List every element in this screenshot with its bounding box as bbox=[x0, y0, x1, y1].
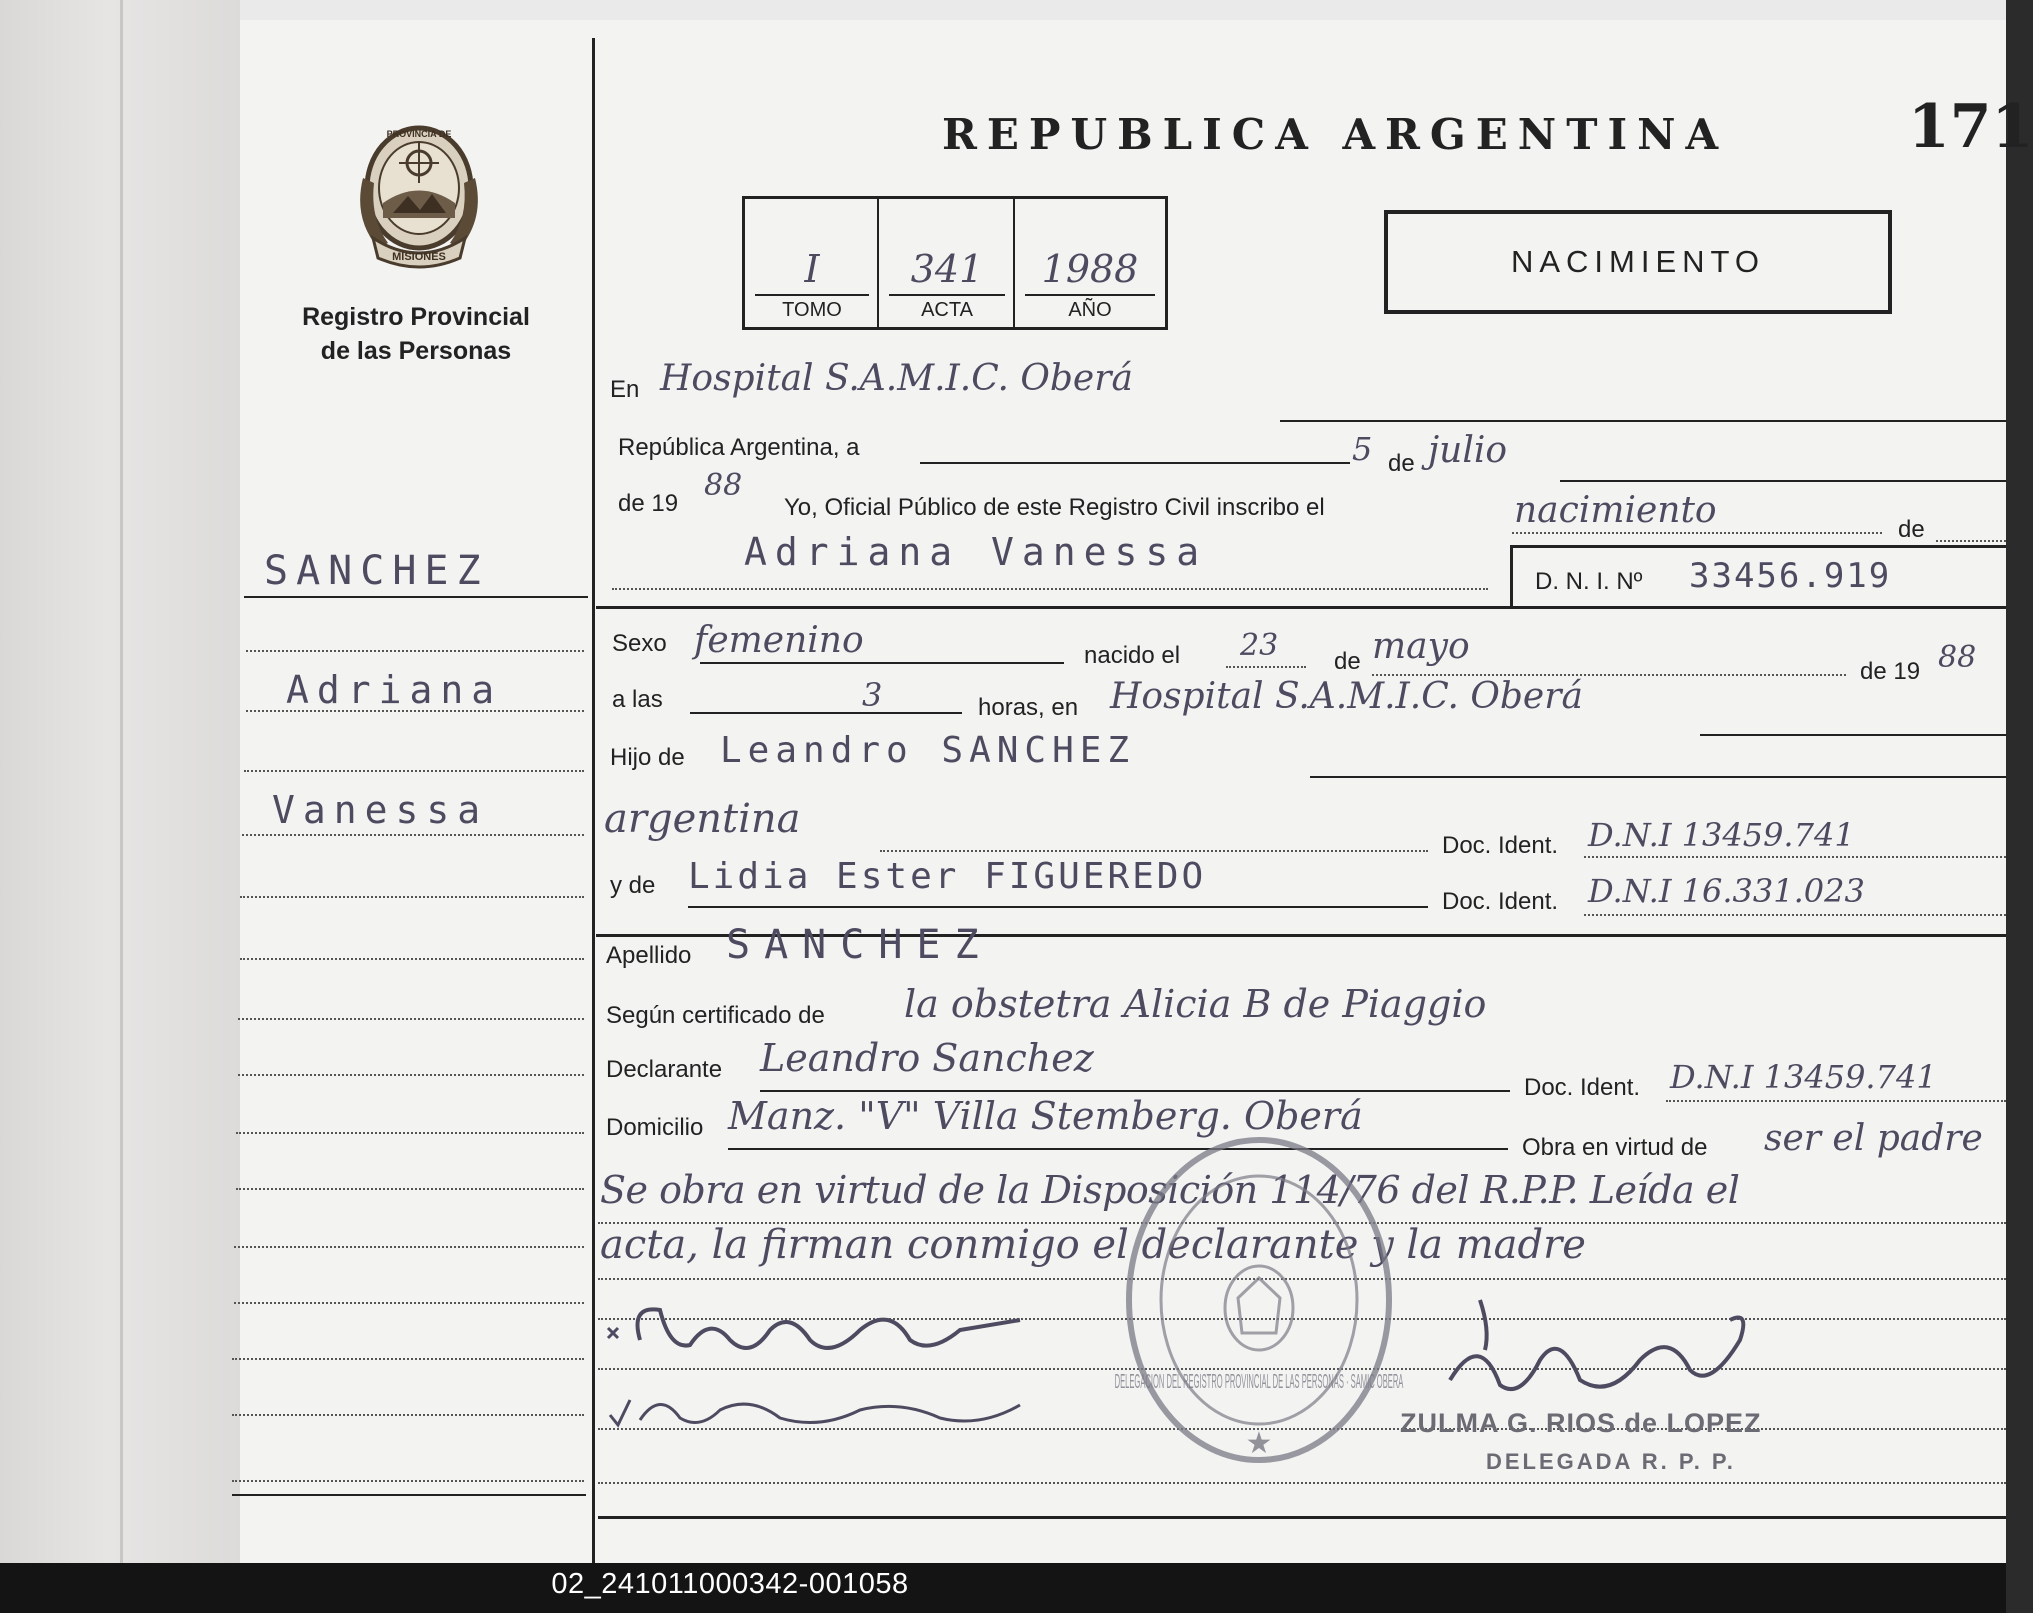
birth-month-value: mayo bbox=[1372, 626, 1470, 667]
index-second-name: Vanessa bbox=[272, 788, 489, 832]
dni-value: 33456.919 bbox=[1689, 556, 1892, 596]
de-label-2: de bbox=[1898, 516, 1925, 543]
tomo-cell bbox=[745, 199, 879, 327]
index-dotted-line bbox=[232, 1358, 584, 1360]
statement-text: Yo, Oficial Público de este Registro Civil inscribo el bbox=[784, 494, 1325, 521]
file-id-caption: 02_241011000342-001058 bbox=[551, 1568, 909, 1600]
declarante-doc-value: D.N.I 13459.741 bbox=[1670, 1058, 1937, 1096]
country-title: REPUBLICA ARGENTINA bbox=[942, 110, 1729, 159]
place-value: Hospital S.A.M.I.C. Oberá bbox=[660, 358, 1133, 399]
official-name: ZULMA G. RIOS de LOPEZ bbox=[1400, 1408, 1762, 1438]
de-label-3: de bbox=[1334, 648, 1361, 675]
obra-label: Obra en virtud de bbox=[1522, 1134, 1708, 1161]
fill-line bbox=[1310, 776, 2006, 778]
fill-line bbox=[598, 1482, 2006, 1484]
binding-fold bbox=[120, 0, 123, 1563]
mother-doc-value: D.N.I 16.331.023 bbox=[1588, 872, 1865, 910]
column-divider bbox=[592, 38, 595, 1563]
registration-box bbox=[742, 196, 1168, 330]
certificate-by-value: la obstetra Alicia B de Piaggio bbox=[904, 982, 1487, 1026]
anio-cell bbox=[1015, 199, 1165, 327]
anio-underline bbox=[1025, 294, 1155, 296]
anio-value: 1988 bbox=[1041, 247, 1139, 291]
a-las-label: a las bbox=[612, 686, 663, 713]
record-type-box: NACIMIENTO bbox=[1384, 210, 1892, 314]
birth-year-suffix-value: 88 bbox=[1938, 640, 1977, 675]
fill-line bbox=[880, 850, 1428, 852]
apellido-label: Apellido bbox=[606, 942, 692, 969]
official-name-stamp bbox=[1400, 1408, 1762, 1475]
official-title: DELEGADA R. P. P. bbox=[1486, 1449, 1736, 1474]
sexo-value: femenino bbox=[694, 620, 864, 661]
father-doc-value: D.N.I 13459.741 bbox=[1588, 816, 1855, 854]
registry-name-line1: Registro Provincial bbox=[302, 303, 530, 331]
svg-text:MISIONES: MISIONES bbox=[392, 251, 446, 263]
dni-box bbox=[1510, 545, 2006, 609]
fill-line bbox=[700, 662, 1064, 664]
index-rule bbox=[232, 1494, 586, 1496]
page-number: 171 bbox=[1908, 92, 2033, 162]
sexo-label: Sexo bbox=[612, 630, 667, 657]
section-rule bbox=[596, 606, 2006, 609]
index-dotted-line bbox=[236, 1188, 584, 1190]
index-first-name: Adriana bbox=[286, 668, 503, 712]
registry-name bbox=[258, 300, 574, 368]
year-suffix-value: 88 bbox=[704, 468, 743, 503]
hour-value: 3 bbox=[862, 676, 883, 714]
fill-line bbox=[760, 1090, 1510, 1092]
index-dotted-line bbox=[234, 1302, 584, 1304]
fill-line bbox=[1666, 1100, 2006, 1102]
acta-value: 341 bbox=[910, 247, 984, 291]
fill-line bbox=[920, 462, 1350, 464]
month-value: julio bbox=[1428, 430, 1508, 471]
domicilio-label: Domicilio bbox=[606, 1114, 704, 1141]
nacido-label: nacido el bbox=[1084, 642, 1181, 669]
declarante-name-value: Leandro Sanchez bbox=[760, 1036, 1094, 1080]
acta-cell bbox=[879, 199, 1015, 327]
birth-place-value: Hospital S.A.M.I.C. Oberá bbox=[1110, 676, 1583, 717]
tomo-underline bbox=[755, 294, 869, 296]
index-dotted-line bbox=[236, 1132, 584, 1134]
stamp-inner-text: DELEGACION DEL REGISTRO PROVINCIAL DE LAS PERSONAS · SAMIC OBERA bbox=[1114, 1370, 1404, 1394]
fill-line bbox=[1700, 734, 2006, 736]
fill-line bbox=[1584, 914, 2006, 916]
index-rule bbox=[244, 596, 588, 598]
provincial-coat-of-arms-icon bbox=[348, 118, 490, 268]
fill-line bbox=[612, 588, 1488, 590]
index-dotted-line bbox=[244, 770, 584, 772]
fill-line bbox=[1936, 540, 2006, 542]
declarante-label: Declarante bbox=[606, 1056, 723, 1083]
fill-line bbox=[1512, 532, 1882, 534]
official-signature bbox=[1440, 1290, 1760, 1420]
fill-line bbox=[1226, 666, 1306, 668]
declarants-signatures bbox=[600, 1300, 1100, 1460]
de-year-label: de 19 bbox=[1860, 658, 1921, 685]
fill-line bbox=[690, 712, 962, 714]
dni-label: D. N. I. Nº bbox=[1535, 568, 1643, 595]
act-kind-value: nacimiento bbox=[1514, 490, 1717, 531]
fill-line bbox=[1280, 420, 2006, 422]
year-prefix-label: de 19 bbox=[618, 490, 679, 517]
fill-line bbox=[688, 906, 1428, 908]
tomo-label: TOMO bbox=[782, 299, 842, 321]
index-dotted-line bbox=[246, 710, 584, 712]
republica-label: República Argentina, a bbox=[618, 434, 860, 461]
father-name-value: Leandro SANCHEZ bbox=[720, 730, 1136, 771]
section-rule bbox=[598, 1516, 2006, 1519]
segun-label: Según certificado de bbox=[606, 1002, 825, 1029]
acta-label: ACTA bbox=[921, 299, 973, 321]
anio-label: AÑO bbox=[1068, 299, 1112, 321]
day-value: 5 bbox=[1352, 430, 1373, 468]
svg-text:PROVINCIA DE: PROVINCIA DE bbox=[386, 129, 452, 139]
hijo-de-label: Hijo de bbox=[610, 744, 685, 771]
official-stamp-icon bbox=[1114, 1128, 1404, 1472]
index-dotted-line bbox=[232, 1480, 584, 1482]
index-dotted-line bbox=[246, 650, 584, 652]
index-dotted-line bbox=[242, 834, 584, 836]
index-dotted-line bbox=[238, 1018, 584, 1020]
doc-ident-label-2: Doc. Ident. bbox=[1442, 888, 1559, 915]
index-dotted-line bbox=[232, 1414, 584, 1416]
svg-text:★: ★ bbox=[1245, 1427, 1273, 1460]
tomo-value: I bbox=[804, 247, 820, 291]
fill-line bbox=[1584, 856, 2006, 858]
index-dotted-line bbox=[240, 896, 584, 898]
father-nationality-value: argentina bbox=[604, 796, 801, 842]
registry-name-line2: de las Personas bbox=[320, 337, 512, 365]
fill-line bbox=[1560, 480, 2006, 482]
de-label: de bbox=[1388, 450, 1415, 477]
doc-ident-label: Doc. Ident. bbox=[1442, 832, 1559, 859]
index-surname: SANCHEZ bbox=[264, 548, 489, 594]
child-name-value: Adriana Vanessa bbox=[744, 530, 1208, 574]
apellido-value: SANCHEZ bbox=[726, 922, 993, 968]
acta-underline bbox=[889, 294, 1005, 296]
y-de-label: y de bbox=[610, 872, 656, 899]
note-line-2: acta, la firman conmigo el declarante y la madre bbox=[600, 1222, 1586, 1268]
mother-name-value: Lidia Ester FIGUEREDO bbox=[688, 856, 1207, 897]
en-label: En bbox=[610, 376, 640, 403]
index-dotted-line bbox=[238, 1074, 584, 1076]
obra-value: ser el padre bbox=[1764, 1118, 1983, 1159]
horas-en-label: horas, en bbox=[978, 694, 1079, 721]
index-dotted-line bbox=[234, 1246, 584, 1248]
doc-ident-label-3: Doc. Ident. bbox=[1524, 1074, 1641, 1101]
domicilio-value: Manz. "V" Villa Stemberg. Oberá bbox=[728, 1094, 1363, 1138]
index-dotted-line bbox=[240, 958, 584, 960]
note-line-1: Se obra en virtud de la Disposición 114/76 del R.P.P. Leída el bbox=[600, 1168, 1740, 1212]
birth-day-value: 23 bbox=[1240, 628, 1279, 663]
